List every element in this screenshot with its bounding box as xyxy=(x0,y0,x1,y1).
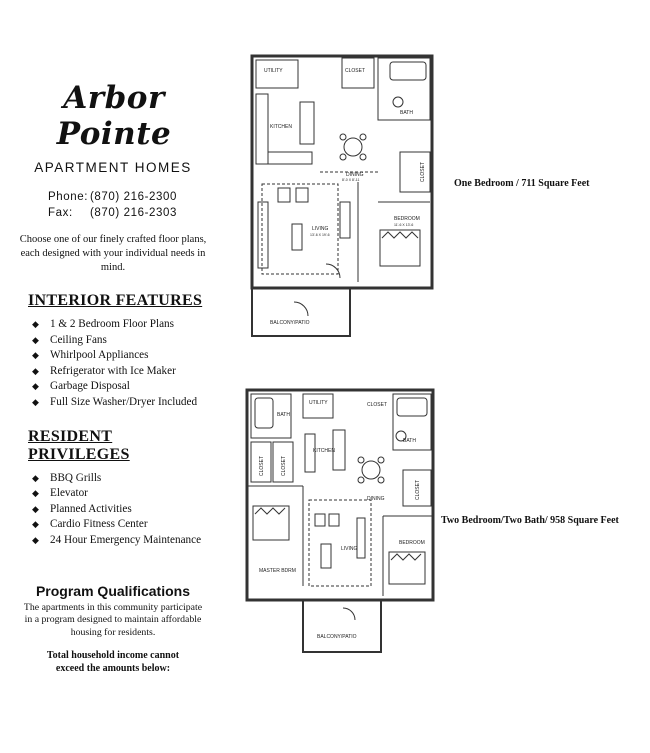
phone-number: (870) 216-2300 xyxy=(90,191,178,203)
room-label: CLOSET xyxy=(345,68,366,74)
info-column xyxy=(18,80,208,675)
list-item: ◆ Refrigerator with Ice Maker xyxy=(32,364,208,380)
room-label: LIVING xyxy=(312,226,329,232)
program-note-line: exceed the amounts below: xyxy=(55,663,171,675)
room-label: BATH xyxy=(277,412,290,418)
room-label: LIVING xyxy=(341,546,358,552)
bullet-icon: ◆ xyxy=(32,319,39,329)
bullet-icon: ◆ xyxy=(32,381,39,392)
brand-subtitle: APARTMENT HOMES xyxy=(34,160,192,175)
room-label: KITCHEN xyxy=(313,448,335,454)
list-item: ◆ Planned Activities xyxy=(32,502,208,518)
resident-privileges-title: RESIDENT PRIVILEGES xyxy=(28,427,130,463)
room-label: BALCONY/PATIO xyxy=(317,634,357,640)
fax-number: (870) 216-2303 xyxy=(90,207,178,219)
list-item: ◆ Elevator xyxy=(32,486,208,502)
room-label: BEDROOM xyxy=(394,216,420,222)
room-label: CLOSET xyxy=(259,455,265,476)
one-bedroom-floor-plan xyxy=(248,52,438,342)
room-label: BATH xyxy=(400,110,413,116)
room-dimension: 8'-0 X 8'-11 xyxy=(342,178,360,182)
list-item: ◆ Ceiling Fans xyxy=(32,333,208,349)
contact-block xyxy=(48,189,208,221)
list-item: ◆ Full Size Washer/Dryer Included xyxy=(32,395,208,411)
room-label: UTILITY xyxy=(264,68,283,74)
list-item: ◆ BBQ Grills xyxy=(32,471,208,487)
bullet-icon: ◆ xyxy=(32,396,39,407)
program-note-line: Total household income cannot xyxy=(46,650,180,662)
two-bedroom-floor-plan xyxy=(243,386,438,658)
list-item: ◆ Whirlpool Appliances xyxy=(32,348,208,364)
bullet-icon: ◆ xyxy=(32,472,39,483)
room-label: BEDROOM xyxy=(399,540,425,546)
room-label: CLOSET xyxy=(420,161,426,182)
intro-text: Choose one of our finely crafted floor plans, each designed with your individual needs in mind. xyxy=(19,234,207,273)
bullet-icon: ◆ xyxy=(32,350,39,361)
program-title: Program Qualifications xyxy=(35,582,191,599)
list-item: ◆ 24 Hour Emergency Maintenance xyxy=(32,533,208,549)
list-item: ◆ Cardio Fitness Center xyxy=(32,517,208,533)
interior-features-list xyxy=(32,317,208,411)
program-note xyxy=(18,649,208,675)
list-item: ◆ Garbage Disposal xyxy=(32,379,208,395)
room-label: BALCONY/PATIO xyxy=(270,320,310,326)
phone-label: Phone: xyxy=(48,191,89,203)
room-label: MASTER BDRM xyxy=(259,568,296,574)
phone-line xyxy=(48,189,208,205)
list-item: ◆ 1 & 2 Bedroom Floor Plans xyxy=(32,317,208,333)
room-label: UTILITY xyxy=(309,400,328,406)
fax-line xyxy=(48,205,208,221)
program-text: The apartments in this community participate in a program designed to maintain affordable housing for residents. xyxy=(23,601,203,638)
plan-caption: One Bedroom / 711 Square Feet xyxy=(454,178,590,189)
resident-privileges-list xyxy=(32,471,208,549)
room-label: CLOSET xyxy=(415,479,421,500)
brand-logo: Arbor Pointe xyxy=(56,80,172,152)
room-dimension: 13'-6 X 19'-6 xyxy=(310,233,330,237)
interior-features-title: INTERIOR FEATURES xyxy=(28,292,203,309)
room-label: DINING xyxy=(346,172,364,178)
bullet-icon: ◆ xyxy=(32,365,39,376)
room-label: CLOSET xyxy=(367,402,388,408)
bullet-icon: ◆ xyxy=(32,488,39,499)
room-label: KITCHEN xyxy=(270,124,292,130)
plan-caption: Two Bedroom/Two Bath/ 958 Square Feet xyxy=(441,515,619,526)
bullet-icon: ◆ xyxy=(32,334,39,345)
room-label: CLOSET xyxy=(281,455,287,476)
room-dimension: 11'-6 X 13'-6 xyxy=(394,223,414,227)
room-label: BATH xyxy=(403,438,416,444)
bullet-icon: ◆ xyxy=(32,503,39,514)
room-label: DINING xyxy=(367,496,385,502)
fax-label: Fax: xyxy=(48,207,73,219)
bullet-icon: ◆ xyxy=(32,519,39,530)
bullet-icon: ◆ xyxy=(32,534,39,545)
